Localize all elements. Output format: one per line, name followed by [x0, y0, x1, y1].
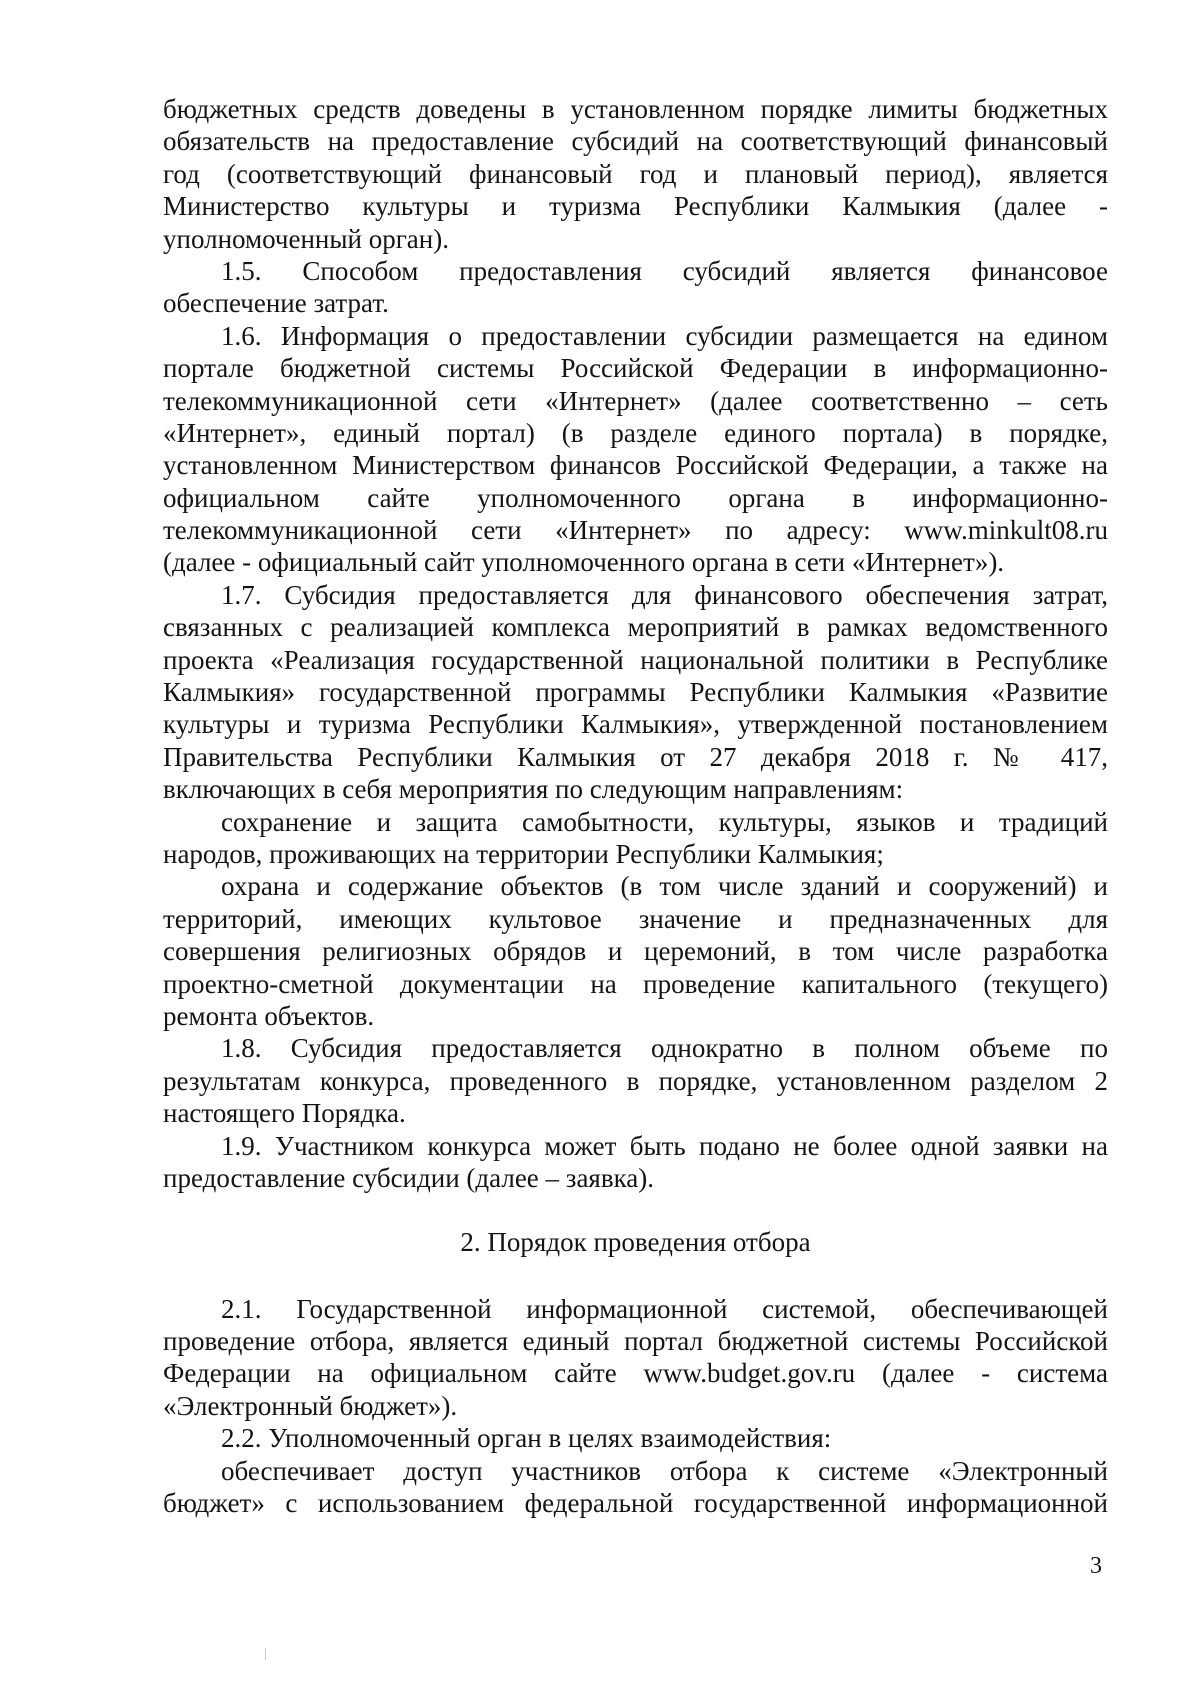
text-line: 1.8. Субсидия предоставляется однократно в полном объеме по [221, 1033, 1108, 1064]
text-block-after-heading [163, 1293, 1108, 1520]
text-block-before-heading [163, 93, 1108, 1194]
text-line: связанных с реализацией комплекса мероприятий в рамках ведомственного [163, 612, 1108, 643]
text-line: обеспечение затрат. [163, 288, 389, 319]
text-line: год (соответствующий финансовый год и плановый период), является [163, 158, 1108, 189]
text-line: обязательств на предоставление субсидий на соответствующий финансовый [163, 126, 1108, 157]
text-line: ремонта объектов. [163, 1000, 375, 1031]
text-line: 1.9. Участником конкурса может быть подано не более одной заявки на [221, 1130, 1108, 1161]
text-line: 1.6. Информация о предоставлении субсидии размещается на едином [221, 320, 1108, 351]
section-heading: 2. Порядок проведения отбора [460, 1227, 811, 1258]
text-line: 2.1. Государственной информационной системой, обеспечивающей [221, 1293, 1108, 1324]
text-line: охрана и содержание объектов (в том числе зданий и сооружений) и [221, 871, 1108, 902]
document-page [163, 93, 1108, 1519]
text-line: результатам конкурса, проведенного в порядке, установленном разделом 2 [163, 1065, 1108, 1096]
text-line: бюджет» с использованием федеральной государственной информационной [163, 1488, 1108, 1519]
text-line: совершения религиозных обрядов и церемоний, в том числе разработка [163, 936, 1108, 967]
text-line: Министерство культуры и туризма Республики Калмыкия (далее - [163, 191, 1108, 222]
text-line: бюджетных средств доведены в установленном порядке лимиты бюджетных [163, 94, 1108, 124]
text-line: 1.7. Субсидия предоставляется для финансового обеспечения затрат, [221, 579, 1108, 610]
text-line: «Интернет», единый портал) (в разделе единого портала) в порядке, [163, 417, 1108, 448]
text-line: настоящего Порядка. [163, 1098, 406, 1129]
text-line: народов, проживающих на территории Республики Калмыкия; [163, 838, 884, 869]
text-line: проведение отбора, является единый портал бюджетной системы Российской [163, 1326, 1108, 1357]
text-line: телекоммуникационной сети «Интернет» (далее соответственно – сеть [163, 385, 1108, 416]
text-line: обеспечивает доступ участников отбора к системе «Электронный [221, 1455, 1108, 1486]
text-line: Калмыкия» государственной программы Республики Калмыкия «Развитие [163, 677, 1108, 708]
text-line: 2.2. Уполномоченный орган в целях взаимодействия: [221, 1423, 832, 1454]
text-line: официальном сайте уполномоченного органа в информационно- [163, 482, 1108, 513]
text-line: проектно-сметной документации на проведение капитального (текущего) [163, 968, 1108, 999]
text-line: территорий, имеющих культовое значение и предназначенных для [163, 903, 1108, 934]
text-line: 1.5. Способом предоставления субсидий является финансовое [221, 255, 1108, 286]
text-line: телекоммуникационной сети «Интернет» по адресу: www.minkult08.ru [163, 515, 1108, 546]
text-line: проекта «Реализация государственной национальной политики в Республике [163, 644, 1108, 675]
text-line: сохранение и защита самобытности, культуры, языков и традиций [221, 806, 1108, 837]
text-line: Правительства Республики Калмыкия от 27 декабря 2018 г. № 417, [163, 741, 1108, 772]
text-line: (далее - официальный сайт уполномоченного органа в сети «Интернет»). [163, 547, 1005, 578]
text-line: культуры и туризма Республики Калмыкия», утвержденной постановлением [163, 709, 1108, 740]
text-line: «Электронный бюджет»). [163, 1390, 458, 1421]
text-line: Федерации на официальном сайте www.budget.gov.ru (далее - система [163, 1358, 1108, 1389]
text-line: включающих в себя мероприятия по следующим направлениям: [163, 774, 904, 805]
text-line: предоставление субсидии (далее – заявка). [163, 1162, 655, 1193]
text-line: портале бюджетной системы Российской Федерации в информационно- [163, 353, 1108, 384]
text-line: уполномоченный орган). [163, 223, 449, 254]
text-line: установленном Министерством финансов Российской Федерации, а также на [163, 450, 1108, 481]
page-number: 3 [1090, 1553, 1102, 1579]
scan-speck [265, 1648, 266, 1660]
